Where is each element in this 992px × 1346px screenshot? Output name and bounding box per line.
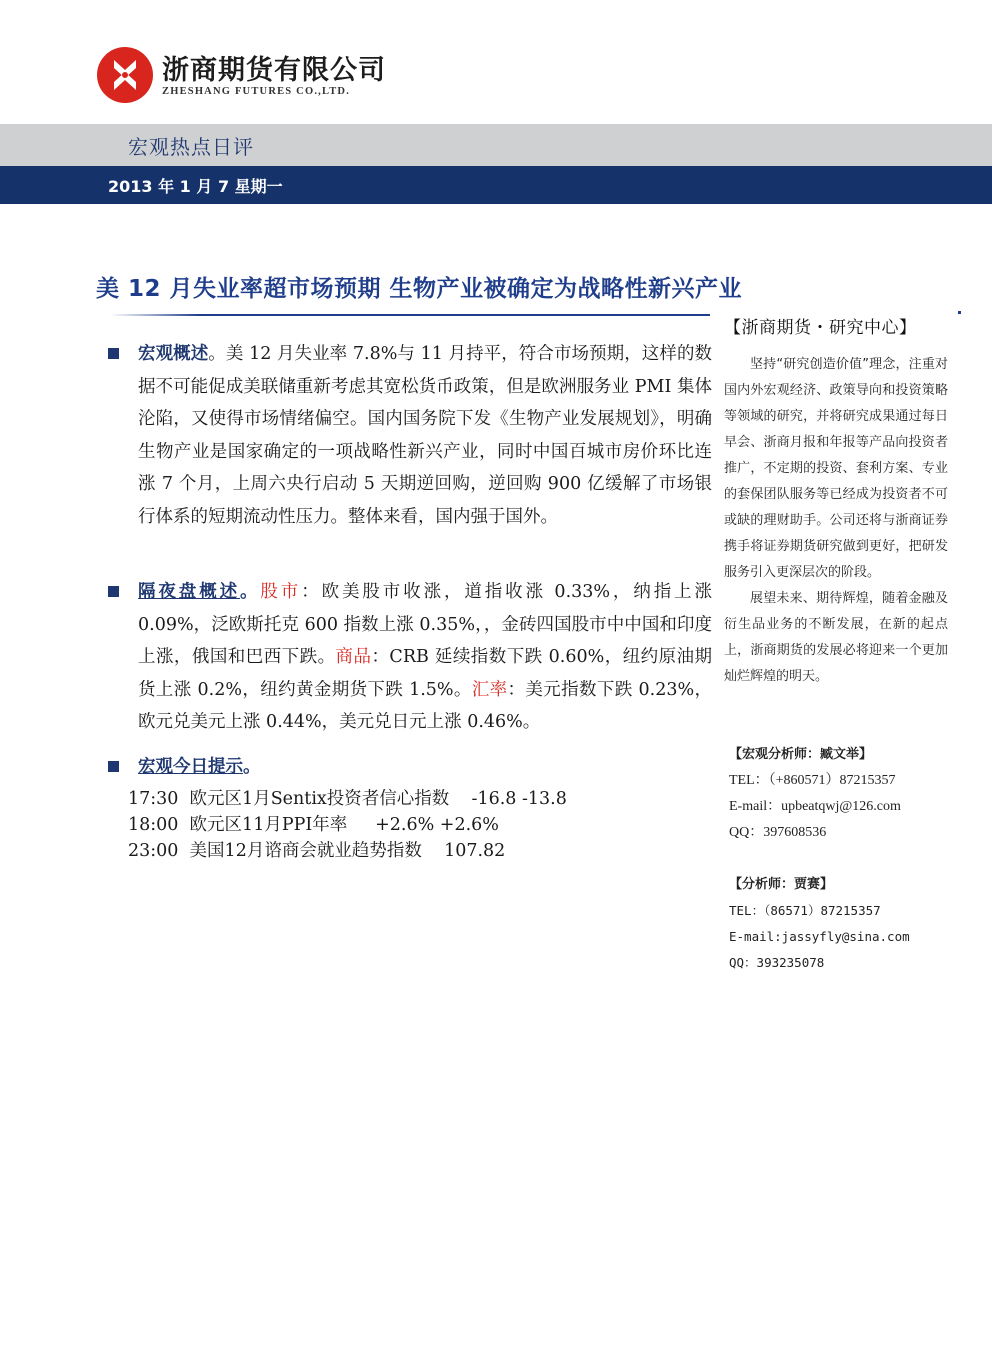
analyst-tel: TEL：（86571）87215357 [729, 903, 881, 918]
event-row: 17:30 欧元区1月Sentix投资者信心指数 -16.8 -13.8 [128, 789, 567, 809]
analyst-card-2 [729, 872, 910, 976]
analyst-tel: TEL：（+860571）87215357 [729, 773, 896, 788]
section-today [108, 751, 712, 784]
today-heading [138, 751, 712, 784]
analyst-name: 【宏观分析师：臧文举】 [729, 747, 873, 762]
company-name-cn: 浙商期货有限公司 [162, 55, 386, 86]
section-lead-sep: 。 [243, 757, 261, 777]
analyst-name: 【分析师：贾赛】 [729, 877, 834, 892]
analyst-qq: QQ：393235078 [729, 955, 825, 970]
section-lead-sep: 。 [240, 582, 261, 602]
company-logo-icon [96, 46, 154, 104]
fx-label: 汇率 [471, 679, 508, 700]
sidebar-intro-paragraph: 展望未来、期待辉煌，随着金融及衍生品业务的不断发展，在新的起点上，浙商期货的发展必将迎来一个更加灿烂辉煌的明天。 [724, 591, 948, 684]
date-band [0, 166, 992, 204]
square-bullet-icon [108, 761, 119, 772]
section-macro-overview [108, 338, 712, 533]
headline: 美 12 月失业率超市场预期 生物产业被确定为战略性新兴产业 [96, 276, 743, 302]
stock-label: 股市 [260, 582, 302, 602]
analyst-card-1 [729, 742, 901, 846]
sidebar-intro-paragraph: 坚持“研究创造价值”理念，注重对国内外宏观经济、政策导向和投资策略等领域的研究，并将研究成果通过每日早会、浙商月报和年报等产品向投资者推广，不定期的投资、套利方案、专业的套保团队服务等已经成为投资者不可或缺的理财助手。公司还将与浙商证券携手将证券期货研究做到更好，把研发服务引入更深层次的阶段。 [724, 357, 948, 580]
commodity-text: ：CRB 延续指数下跌 0.60%，纽约原油期货上涨 0.2%，纽约黄金期货下跌 1.5%。 [138, 647, 712, 700]
report-type-band [0, 124, 992, 166]
commodity-label: 商品 [335, 647, 372, 667]
sidebar-intro [724, 352, 948, 690]
event-calendar [128, 786, 567, 864]
report-type: 宏观热点日评 [128, 135, 254, 159]
section-lead: 宏观今日提示 [138, 757, 243, 777]
overnight-paragraph [138, 576, 712, 739]
square-bullet-icon [108, 348, 119, 359]
fx-text: ：美元指数下跌 0.23%，欧元兑美元上涨 0.44%，美元兑日元上涨 0.46%。 [138, 679, 713, 732]
report-date: 2013 年 1 月 7 星期一 [108, 177, 283, 196]
section-lead: 宏观概述 [138, 344, 209, 364]
square-bullet-icon [108, 586, 119, 597]
headline-divider [110, 314, 710, 316]
decorative-dot [958, 311, 961, 314]
sidebar-title: 【浙商期货・研究中心】 [724, 318, 917, 338]
analyst-email: E-mail：upbeatqwj@126.com [729, 799, 901, 814]
company-name-en: ZHESHANG FUTURES CO.,LTD. [162, 86, 351, 97]
section-overnight [108, 576, 712, 739]
analyst-email: E-mail:jassyfly@sina.com [729, 929, 910, 944]
section-lead: 隔夜盘概述 [138, 582, 240, 602]
macro-overview-text: 。美 12 月失业率 7.8%与 11 月持平，符合市场预期，这样的数据不可能促成美联储重新考虑其宽松货币政策，但是欧洲服务业 PMI 集体沦陷，又使得市场情绪偏空。国内国务院下发《生物产业发展规划》，明确生物产业是国家确定的一项战略性新兴产业，同时中国百城市房价环比连涨 7 个月，上周六央行启动 5 天期逆回购，逆回购 900 亿缓解了市场银行体系的短期流动性压力。整体来看，国内强于国外。 [138, 344, 713, 527]
analyst-qq: QQ：397608536 [729, 825, 827, 840]
event-row: 18:00 欧元区11月PPI年率 +2.6% +2.6% [128, 815, 499, 835]
stock-text: ：欧美股市收涨，道指收涨 0.33%，纳指上涨 0.09%，泛欧斯托克 600 指数上涨 0.35%，，金砖四国股市中中国和印度上涨，俄国和巴西下跌。 [138, 582, 713, 667]
event-row: 23:00 美国12月谘商会就业趋势指数 107.82 [128, 841, 506, 861]
macro-overview-paragraph [138, 338, 712, 533]
